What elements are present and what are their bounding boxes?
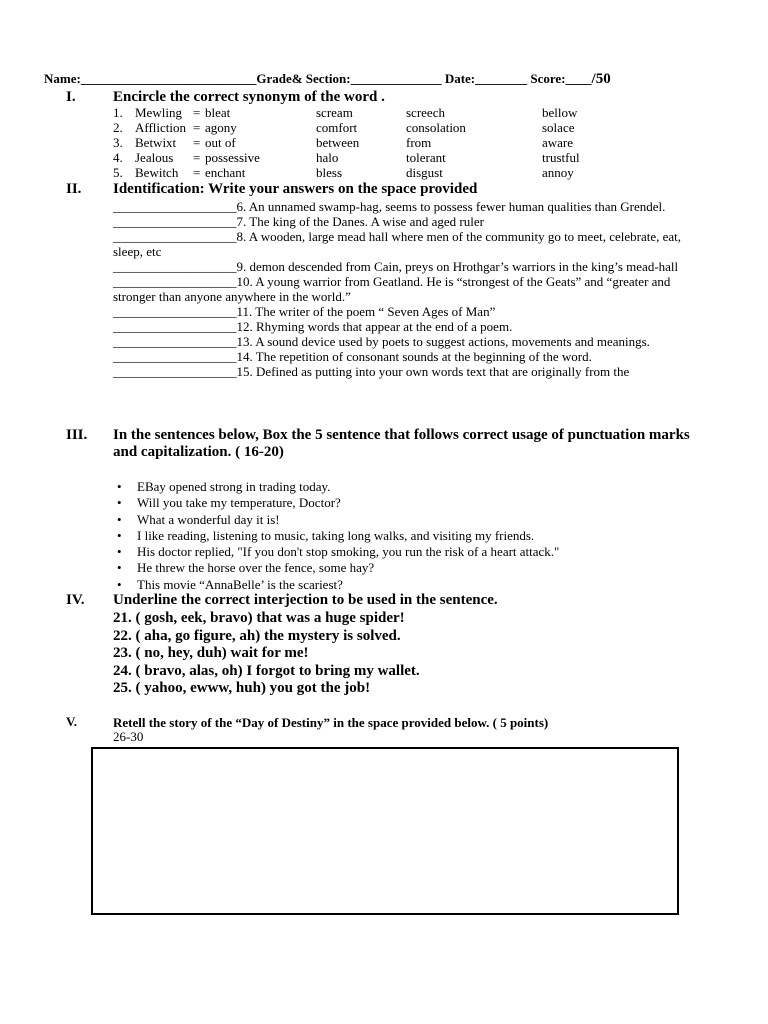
question-text: 11. The writer of the poem “ Seven Ages of Man” bbox=[236, 304, 496, 319]
identification-item bbox=[113, 274, 708, 304]
answer-blank[interactable]: ___________________ bbox=[113, 349, 237, 364]
bullet-icon: • bbox=[117, 527, 122, 543]
section-5-title: Retell the story of the “Day of Destiny” in the space provided below. ( 5 points) bbox=[113, 715, 549, 730]
equals-sign: = bbox=[193, 150, 201, 165]
question-text: 7. The king of the Danes. A wise and aged ruler bbox=[236, 214, 484, 229]
sentence-list bbox=[113, 479, 559, 593]
answer-blank[interactable]: ___________________ bbox=[113, 304, 237, 319]
question-text: 13. A sound device used by poets to suggest actions, movements and meanings. bbox=[236, 334, 650, 349]
choice-option[interactable]: aware bbox=[542, 135, 574, 150]
equals-sign: = bbox=[193, 165, 201, 180]
date-blank[interactable]: ________ bbox=[475, 71, 528, 86]
identification-item bbox=[113, 364, 708, 379]
item-word: Mewling bbox=[135, 105, 182, 120]
grade-section-label: Grade& Section: bbox=[256, 71, 351, 86]
item-number: 5. bbox=[113, 165, 123, 180]
sentence-text: He threw the horse over the fence, some hay? bbox=[137, 560, 375, 576]
choice-option[interactable]: halo bbox=[316, 150, 339, 165]
sentence-item[interactable] bbox=[113, 512, 559, 528]
sentence-text: Will you take my temperature, Doctor? bbox=[137, 495, 341, 511]
bullet-icon: • bbox=[117, 560, 122, 576]
choice-option[interactable]: consolation bbox=[406, 120, 466, 135]
sentence-text: EBay opened strong in trading today. bbox=[137, 479, 331, 494]
answer-blank[interactable]: ___________________ bbox=[113, 274, 237, 289]
item-word: Jealous bbox=[135, 150, 174, 165]
answer-blank[interactable]: ___________________ bbox=[113, 319, 237, 334]
choice-option[interactable]: bless bbox=[316, 165, 342, 180]
identification-item bbox=[113, 259, 708, 274]
name-label: Name: bbox=[44, 71, 81, 86]
interjection-item[interactable]: 22. ( aha, go figure, ah) the mystery is solved. bbox=[113, 627, 401, 644]
section-2-numeral: II. bbox=[66, 181, 82, 197]
section-5-range: 26-30 bbox=[113, 729, 144, 744]
choice-option[interactable]: out of bbox=[205, 135, 236, 150]
sentence-text: This movie “AnnaBelle’ is the scariest? bbox=[137, 576, 343, 592]
section-3-title: In the sentences below, Box the 5 sentence that follows correct usage of punctuation marks and capitalization. ( 16-20) bbox=[113, 427, 690, 460]
interjection-item[interactable]: 21. ( gosh, eek, bravo) that was a huge spider! bbox=[113, 610, 405, 626]
synonym-row bbox=[113, 105, 602, 120]
bullet-icon: • bbox=[117, 576, 122, 592]
choice-option[interactable]: annoy bbox=[542, 165, 574, 180]
section-4-numeral: IV. bbox=[66, 592, 85, 608]
synonym-row bbox=[113, 165, 602, 180]
synonym-row bbox=[113, 120, 602, 135]
item-number: 4. bbox=[113, 150, 123, 165]
name-blank[interactable]: ___________________________ bbox=[80, 71, 257, 86]
identification-item bbox=[113, 214, 708, 229]
synonym-row bbox=[113, 150, 602, 165]
sentence-item[interactable] bbox=[113, 577, 559, 593]
item-word: Betwixt bbox=[135, 135, 177, 150]
choice-option[interactable]: tolerant bbox=[406, 150, 446, 165]
date-label: Date: bbox=[444, 71, 476, 86]
section-5-numeral: V. bbox=[66, 714, 77, 729]
answer-blank[interactable]: ___________________ bbox=[113, 259, 237, 274]
interjection-item[interactable]: 25. ( yahoo, ewww, huh) you got the job! bbox=[113, 680, 371, 696]
identification-item bbox=[113, 349, 708, 364]
score-label: Score: bbox=[530, 71, 566, 86]
score-blank[interactable]: ____ bbox=[565, 71, 592, 86]
equals-sign: = bbox=[193, 120, 201, 135]
sentence-item[interactable] bbox=[113, 479, 559, 495]
choice-option[interactable]: solace bbox=[542, 120, 575, 135]
answer-blank[interactable]: ___________________ bbox=[113, 334, 237, 349]
question-text: 9. demon descended from Cain, preys on Hrothgar’s warriors in the king’s mead-hall bbox=[236, 259, 679, 274]
choice-option[interactable]: disgust bbox=[406, 165, 443, 180]
choice-option[interactable]: trustful bbox=[542, 150, 580, 165]
item-number: 1. bbox=[113, 105, 123, 120]
sentence-text: His doctor replied, "If you don't stop smoking, you run the risk of a heart attack." bbox=[137, 544, 560, 560]
choice-option[interactable]: from bbox=[406, 135, 432, 150]
identification-list bbox=[113, 199, 708, 379]
identification-item bbox=[113, 304, 708, 319]
identification-item bbox=[113, 199, 708, 214]
question-text: 8. A wooden, large mead hall where men of the community go to meet, celebrate, eat, sleep, etc bbox=[113, 229, 682, 259]
question-text: 14. The repetition of consonant sounds at the beginning of the word. bbox=[236, 349, 592, 364]
sentence-item[interactable] bbox=[113, 544, 559, 560]
question-text: 12. Rhyming words that appear at the end of a poem. bbox=[236, 319, 513, 334]
sentence-item[interactable] bbox=[113, 528, 559, 544]
item-number: 3. bbox=[113, 135, 123, 150]
answer-blank[interactable]: ___________________ bbox=[113, 364, 237, 379]
bullet-icon: • bbox=[117, 544, 122, 560]
bullet-icon: • bbox=[117, 495, 122, 511]
answer-box[interactable] bbox=[91, 747, 679, 915]
interjection-list bbox=[113, 610, 420, 698]
choice-option[interactable]: bellow bbox=[542, 105, 578, 120]
score-total: /50 bbox=[591, 71, 611, 87]
choice-option[interactable]: screech bbox=[406, 105, 445, 120]
choice-option[interactable]: between bbox=[316, 135, 360, 150]
choice-option[interactable]: possessive bbox=[205, 150, 260, 165]
sentence-item[interactable] bbox=[113, 495, 559, 511]
equals-sign: = bbox=[193, 135, 201, 150]
question-text: 6. An unnamed swamp-hag, seems to possess fewer human qualities than Grendel. bbox=[236, 199, 666, 214]
section-1-title: Encircle the correct synonym of the word . bbox=[113, 89, 385, 105]
synonym-row bbox=[113, 135, 602, 150]
section-4-title: Underline the correct interjection to be used in the sentence. bbox=[113, 592, 498, 608]
question-text: 10. A young warrior from Geatland. He is “strongest of the Geats” and “greater and stronger than anyone anywhere in the world.” bbox=[113, 274, 671, 304]
section-3-numeral: III. bbox=[66, 427, 88, 443]
choice-option[interactable]: comfort bbox=[316, 120, 358, 135]
synonym-table bbox=[113, 105, 602, 180]
interjection-item[interactable]: 24. ( bravo, alas, oh) I forgot to bring my wallet. bbox=[113, 662, 420, 679]
question-text: 15. Defined as putting into your own words text that are originally from the bbox=[236, 364, 630, 379]
item-number: 2. bbox=[113, 120, 123, 135]
identification-item bbox=[113, 229, 708, 259]
item-word: Bewitch bbox=[135, 165, 179, 180]
section-2-title: Identification: Write your answers on the space provided bbox=[113, 181, 478, 197]
choice-option[interactable]: bleat bbox=[205, 105, 231, 120]
bullet-icon: • bbox=[117, 511, 122, 527]
choice-option[interactable]: enchant bbox=[205, 165, 246, 180]
answer-blank[interactable]: ___________________ bbox=[113, 199, 237, 214]
sentence-text: What a wonderful day it is! bbox=[137, 511, 280, 527]
choice-option[interactable]: scream bbox=[316, 105, 353, 120]
sentence-item[interactable] bbox=[113, 560, 559, 576]
sentence-text: I like reading, listening to music, taking long walks, and visiting my friends. bbox=[137, 527, 535, 543]
identification-item bbox=[113, 319, 708, 334]
interjection-item[interactable]: 23. ( no, hey, duh) wait for me! bbox=[113, 645, 309, 661]
identification-item bbox=[113, 334, 708, 349]
grade-section-blank[interactable]: ______________ bbox=[350, 71, 442, 86]
header-line bbox=[44, 71, 684, 88]
equals-sign: = bbox=[193, 105, 201, 120]
bullet-icon: • bbox=[117, 479, 122, 494]
answer-blank[interactable]: ___________________ bbox=[113, 214, 237, 229]
choice-option[interactable]: agony bbox=[205, 120, 237, 135]
answer-blank[interactable]: ___________________ bbox=[113, 229, 237, 244]
section-1-numeral: I. bbox=[66, 89, 76, 105]
item-word: Affliction bbox=[135, 120, 187, 135]
